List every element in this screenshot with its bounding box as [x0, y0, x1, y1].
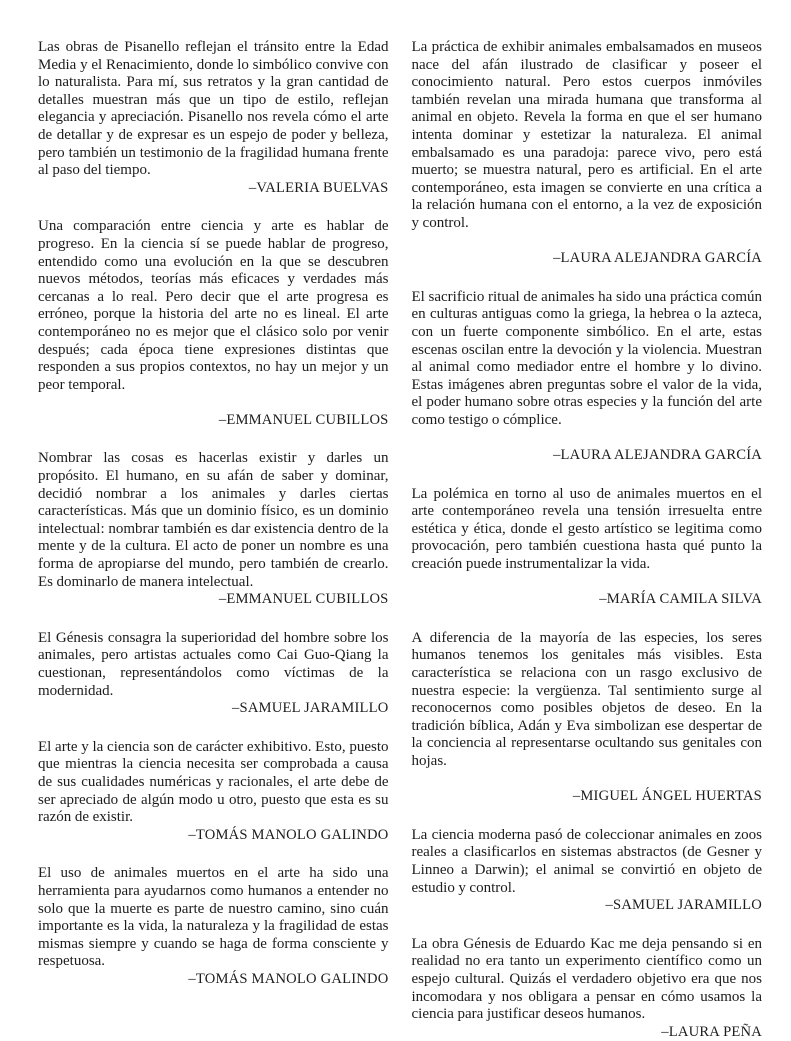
- quote-text: El sacrificio ritual de animales ha sido una práctica común en culturas antiguas como la griega, la hebrea o la azteca, con un fuerte componente simbólico. En el arte, estas escenas oscilan entre la devoción y la violencia. Muestran al animal como mediador entre el hombre y lo divino. Estas imágenes abren preguntas sobre el valor de la vida, el poder humano sobre otras especies y la función del arte como testigo o cómplice.: [411, 288, 762, 428]
- quote-block: [412, 827, 763, 915]
- quote-text: Nombrar las cosas es hacerlas existir y darles un propósito. El humano, en su afán de saber y dominar, decidió nombrar a los animales y darles ciertas características. Más que un dominio físico, es un dominio intelectual: nombrar también es dar existencia dentro de la mente y de la cultura. El acto de poner un nombre es una forma de apropiarse del mundo, pero también de crearlo. Es dominarlo de manera intelectual.: [38, 450, 389, 590]
- left-column: [38, 39, 389, 1024]
- quote-block: [412, 289, 763, 465]
- quote-attribution: –EMMANUEL CUBILLOS: [218, 411, 389, 428]
- quote-attribution: –MARÍA CAMILA SILVA: [599, 591, 762, 608]
- quote-attribution: –VALERIA BUELVAS: [248, 179, 389, 196]
- quote-text: A diferencia de la mayoría de las especies, los seres humanos tenemos los genitales más visibles. Esta característica se relaciona con un rasgo exclusivo de nuestra especie: la vergüenza. Tal sentimiento surge al reconocernos como posibles objetos de deseo. En la tradición bíblica, Adán y Eva simbolizan ese despertar de la conciencia al representarse ocultando sus genitales con hojas.: [411, 629, 762, 769]
- quote-text: La polémica en torno al uso de animales muertos en el arte contemporáneo revela una tensión irresuelta entre estética y ética, donde el gesto artístico se legitima como provocación, pero también cuestiona hasta qué punto la creación puede instrumentalizar la vida.: [411, 485, 762, 573]
- quote-text: El uso de animales muertos en el arte ha sido una herramienta para ayudarnos como humanos a entender no solo que la muerte es parte de nuestro camino, sino cuán importante es la vida, la naturaleza y la fragilidad de estas mismas siempre y cuando se haga de forma consciente y respetuosa.: [38, 865, 389, 970]
- quote-block: [38, 39, 389, 197]
- quote-text: El arte y la ciencia son de carácter exhibitivo. Esto, puesto que mientras la ciencia necesita ser comprobada a causa de sus cualidades numéricas y racionales, el arte debe de ser apreciado de algún modo u otro, puesto que esta es su razón de existir.: [38, 738, 389, 826]
- quote-block: [38, 450, 389, 608]
- quote-block: [412, 936, 763, 1041]
- quote-block: [38, 630, 389, 718]
- quote-text: El Génesis consagra la superioridad del hombre sobre los animales, pero artistas actuales como Cai Guo-Qiang la cuestionan, representándolos como víctimas de la modernidad.: [38, 629, 389, 699]
- quote-attribution: –MIGUEL ÁNGEL HUERTAS: [572, 788, 762, 805]
- quote-block: [38, 865, 389, 988]
- quote-attribution: –TOMÁS MANOLO GALINDO: [188, 970, 389, 987]
- quote-text: La práctica de exhibir animales embalsamados en museos nace del afán ilustrado de clasificar y poseer el conocimiento natural. Pero estos cuerpos inmóviles también revelan una mirada humana que transforma al animal en objeto. Revela la forma en que el ser humano intenta dominar y estetizar la naturaleza. El animal embalsamado es una paradoja: parece vivo, pero está muerto; se muestra natural, pero es artificial. En el arte contemporáneo, esta imagen se convierte en una crítica a la relación humana con el entorno, a la vez de exposición y control.: [411, 39, 762, 231]
- quote-text: Las obras de Pisanello reflejan el tránsito entre la Edad Media y el Renacimiento, donde lo simbólico convive con lo naturalista. Para mí, sus retratos y la gran cantidad de detalles muestran más que un tipo de estilo, reflejan elegancia y apreciación. Pisanello nos revela cómo el arte de detallar y de expresar es un espejo de poder y belleza, pero también un testimonio de la fragilidad humana frente al paso del tiempo.: [38, 39, 389, 179]
- quote-block: [412, 486, 763, 609]
- right-column: [411, 39, 763, 1040]
- quote-attribution: –LAURA PEÑA: [661, 1023, 762, 1040]
- quote-attribution: –SAMUEL JARAMILLO: [232, 700, 389, 717]
- quote-attribution: –TOMÁS MANOLO GALINDO: [188, 826, 389, 843]
- quote-block: [412, 39, 763, 268]
- quote-attribution: –LAURA ALEJANDRA GARCÍA: [553, 447, 762, 464]
- quote-block: [412, 630, 763, 806]
- quote-text: La ciencia moderna pasó de coleccionar animales en zoos reales a clasificarlos en sistemas abstractos (de Gesner y Linneo a Darwin); el animal se convirtió en objeto de estudio y control.: [411, 826, 762, 896]
- quote-text: Una comparación entre ciencia y arte es hablar de progreso. En la ciencia sí se puede hablar de progreso, entendido como una evolución en la que se descubren nuevos métodos, teorías más eficaces y verdades más cercanas a lo real. Pero decir que el arte progresa es erróneo, porque la historia del arte no es lineal. El arte contemporáneo no es mejor que el clásico solo por venir después; cada época tiene expresiones distintas que responden a sus propios contextos, no hay un mejor y un peor temporal.: [38, 218, 389, 393]
- quote-attribution: –LAURA ALEJANDRA GARCÍA: [553, 250, 762, 267]
- quote-attribution: –SAMUEL JARAMILLO: [605, 897, 762, 914]
- quote-block: [38, 218, 389, 429]
- quote-attribution: –EMMANUEL CUBILLOS: [218, 591, 389, 608]
- quote-block: [38, 739, 389, 845]
- quote-text: La obra Génesis de Eduardo Kac me deja pensando si en realidad no era tanto un experimento científico como un espejo cultural. Quizás el verdadero objetivo era que nos incomodara y nos obligara a pensar en cómo usamos la ciencia para justificar deseos humanos.: [411, 935, 762, 1023]
